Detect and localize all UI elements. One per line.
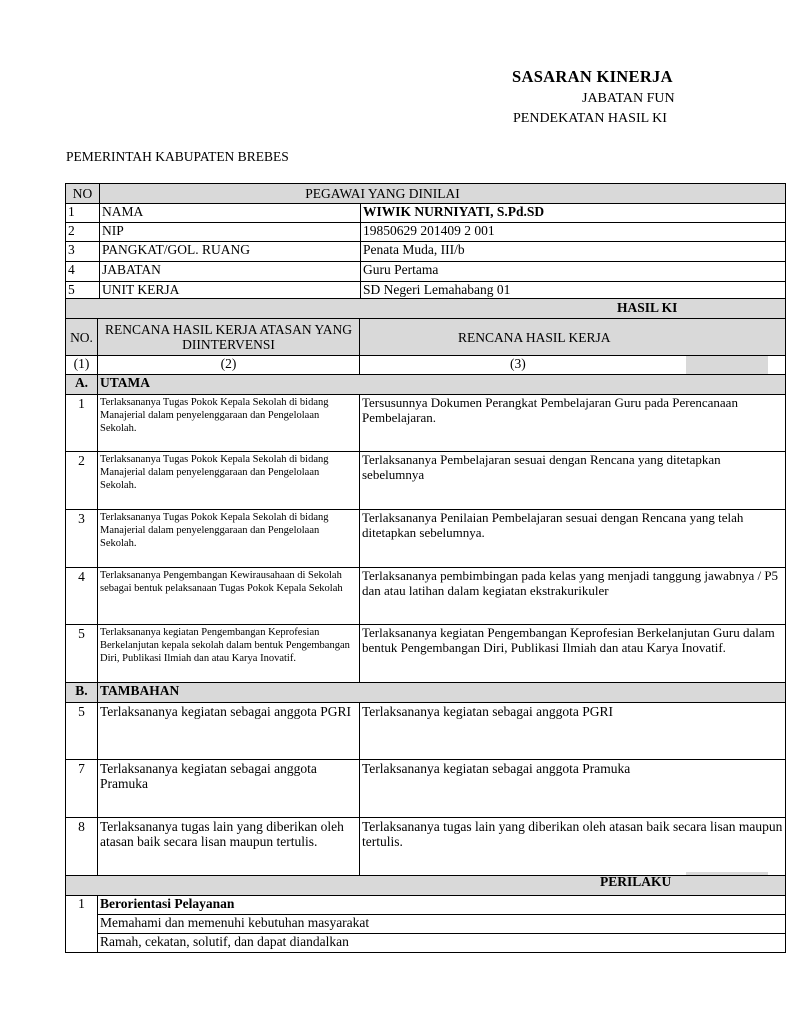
document-subtitle-1: JABATAN FUN — [582, 91, 675, 106]
perilaku-section-label: PERILAKU — [600, 874, 672, 889]
pegawai-no: 4 — [66, 262, 100, 282]
tambahan-letter: B. — [66, 683, 98, 703]
utama-no: 3 — [66, 510, 98, 568]
tambahan-atasan: Terlaksananya tugas lain yang diberikan oleh atasan baik secara lisan maupun tertulis. — [98, 818, 360, 876]
tambahan-row — [66, 703, 786, 760]
hasil-number-row — [66, 356, 786, 375]
hasil-num-1: (1) — [66, 356, 98, 375]
utama-no: 2 — [66, 452, 98, 510]
tambahan-no: 5 — [66, 703, 98, 760]
perilaku-no: 1 — [66, 896, 98, 915]
utama-rhk: Tersusunnya Dokumen Perangkat Pembelajaran Guru pada Perencanaan Pembelajaran. — [360, 395, 786, 452]
perilaku-item: Memahami dan memenuhi kebutuhan masyarakat — [98, 915, 786, 934]
utama-atasan: Terlaksananya kegiatan Pengembangan Keprofesian Berkelanjutan kepala sekolah dalam bentuk Pengembangan Diri, Publikasi Ilmiah dan atau Karya Inovatif. — [98, 625, 360, 683]
tambahan-row — [66, 760, 786, 818]
hasil-num-2: (2) — [98, 356, 360, 375]
utama-atasan: Terlaksananya Tugas Pokok Kepala Sekolah di bidang Manajerial dalam penyelenggaraan dan Pengelolaan Sekolah. — [98, 452, 360, 510]
utama-row — [66, 395, 786, 452]
hasil-section-row — [66, 299, 786, 319]
perilaku-section-row — [66, 876, 786, 896]
pegawai-label: PANGKAT/GOL. RUANG — [100, 242, 361, 262]
pegawai-row — [66, 242, 786, 262]
pegawai-no: 3 — [66, 242, 100, 262]
pegawai-title-text: PEGAWAI YANG DINILAI — [305, 186, 460, 201]
pegawai-header-row — [66, 184, 786, 204]
pegawai-no: 2 — [66, 223, 100, 242]
perilaku-row — [66, 896, 786, 915]
tambahan-label: TAMBAHAN — [98, 683, 786, 703]
hasil-atasan-header: RENCANA HASIL KERJA ATASAN YANG DIINTERVENSI — [98, 319, 360, 356]
utama-row — [66, 510, 786, 568]
perilaku-title: Berorientasi Pelayanan — [98, 896, 786, 915]
utama-atasan: Terlaksananya Tugas Pokok Kepala Sekolah di bidang Manajerial dalam penyelenggaraan dan Pengelolaan Sekolah. — [98, 395, 360, 452]
hasil-no-header: NO. — [66, 319, 98, 356]
government-name: PEMERINTAH KABUPATEN BREBES — [66, 149, 289, 164]
tambahan-row — [66, 818, 786, 876]
utama-letter: A. — [66, 375, 98, 395]
utama-row — [66, 568, 786, 625]
pegawai-value: SD Negeri Lemahabang 01 — [361, 282, 786, 301]
pegawai-row — [66, 223, 786, 242]
utama-atasan: Terlaksananya Pengembangan Kewirausahaan di Sekolah sebagai bentuk pelaksanaan Tugas Pokok Kepala Sekolah — [98, 568, 360, 625]
utama-no: 5 — [66, 625, 98, 683]
pegawai-value: 19850629 201409 2 001 — [361, 223, 786, 242]
utama-label: UTAMA — [98, 375, 786, 395]
utama-rhk: Terlaksananya Penilaian Pembelajaran sesuai dengan Rencana yang telah ditetapkan sebelumnya. — [360, 510, 786, 568]
tambahan-atasan: Terlaksananya kegiatan sebagai anggota PGRI — [98, 703, 360, 760]
utama-row — [66, 452, 786, 510]
document-title: SASARAN KINERJA — [512, 67, 673, 86]
utama-rhk: Terlaksananya kegiatan Pengembangan Keprofesian Berkelanjutan Guru dalam bentuk Pengembangan Diri, Publikasi Ilmiah dan atau Karya Inovatif. — [360, 625, 786, 683]
pegawai-row — [66, 262, 786, 282]
hasil-rhk-header — [360, 319, 786, 356]
utama-section-row — [66, 375, 786, 395]
pegawai-value: WIWIK NURNIYATI, S.Pd.SD — [361, 204, 786, 223]
pegawai-label: UNIT KERJA — [100, 282, 361, 301]
perilaku-section-cell — [66, 876, 786, 896]
tambahan-rhk: Terlaksananya kegiatan sebagai anggota PGRI — [360, 703, 786, 760]
hasil-rhk-header-text: RENCANA HASIL KERJA — [458, 329, 611, 345]
pegawai-label: NIP — [100, 223, 361, 242]
pegawai-no: 1 — [66, 204, 100, 223]
pegawai-label: NAMA — [100, 204, 361, 223]
tambahan-rhk: Terlaksananya tugas lain yang diberikan oleh atasan baik secara lisan maupun tertulis. — [360, 818, 786, 876]
utama-no: 1 — [66, 395, 98, 452]
perilaku-item: Ramah, cekatan, solutif, dan dapat diandalkan — [98, 934, 786, 953]
utama-no: 4 — [66, 568, 98, 625]
pegawai-label: JABATAN — [100, 262, 361, 282]
hasil-kerja-table — [65, 298, 786, 953]
utama-row — [66, 625, 786, 683]
perilaku-spacer — [66, 934, 98, 953]
perilaku-item-row — [66, 934, 786, 953]
pegawai-title-header — [100, 184, 786, 204]
hasil-num-3: (3) — [510, 356, 526, 371]
pegawai-no-header: NO — [66, 184, 100, 204]
utama-rhk: Terlaksananya Pembelajaran sesuai dengan Rencana yang ditetapkan sebelumnya — [360, 452, 786, 510]
pegawai-value: Penata Muda, III/b — [361, 242, 786, 262]
perilaku-item-row — [66, 915, 786, 934]
tambahan-section-row — [66, 683, 786, 703]
tambahan-rhk: Terlaksananya kegiatan sebagai anggota Pramuka — [360, 760, 786, 818]
tambahan-no: 7 — [66, 760, 98, 818]
hasil-section-label: HASIL KI — [617, 300, 678, 315]
pegawai-no: 5 — [66, 282, 100, 301]
document-subtitle-2: PENDEKATAN HASIL KI — [513, 111, 667, 126]
hasil-section-cell — [66, 299, 786, 319]
pegawai-row — [66, 204, 786, 223]
hasil-num-3-cell — [360, 356, 786, 375]
tambahan-no: 8 — [66, 818, 98, 876]
hasil-header-row — [66, 319, 786, 356]
utama-atasan: Terlaksananya Tugas Pokok Kepala Sekolah di bidang Manajerial dalam penyelenggaraan dan Pengelolaan Sekolah. — [98, 510, 360, 568]
tambahan-atasan: Terlaksananya kegiatan sebagai anggota Pramuka — [98, 760, 360, 818]
utama-rhk: Terlaksananya pembimbingan pada kelas yang menjadi tanggung jawabnya / P5 dan atau latihan dalam kegiatan ekstrakurikuler — [360, 568, 786, 625]
perilaku-spacer — [66, 915, 98, 934]
pegawai-value: Guru Pertama — [361, 262, 786, 282]
pegawai-table — [65, 183, 786, 301]
